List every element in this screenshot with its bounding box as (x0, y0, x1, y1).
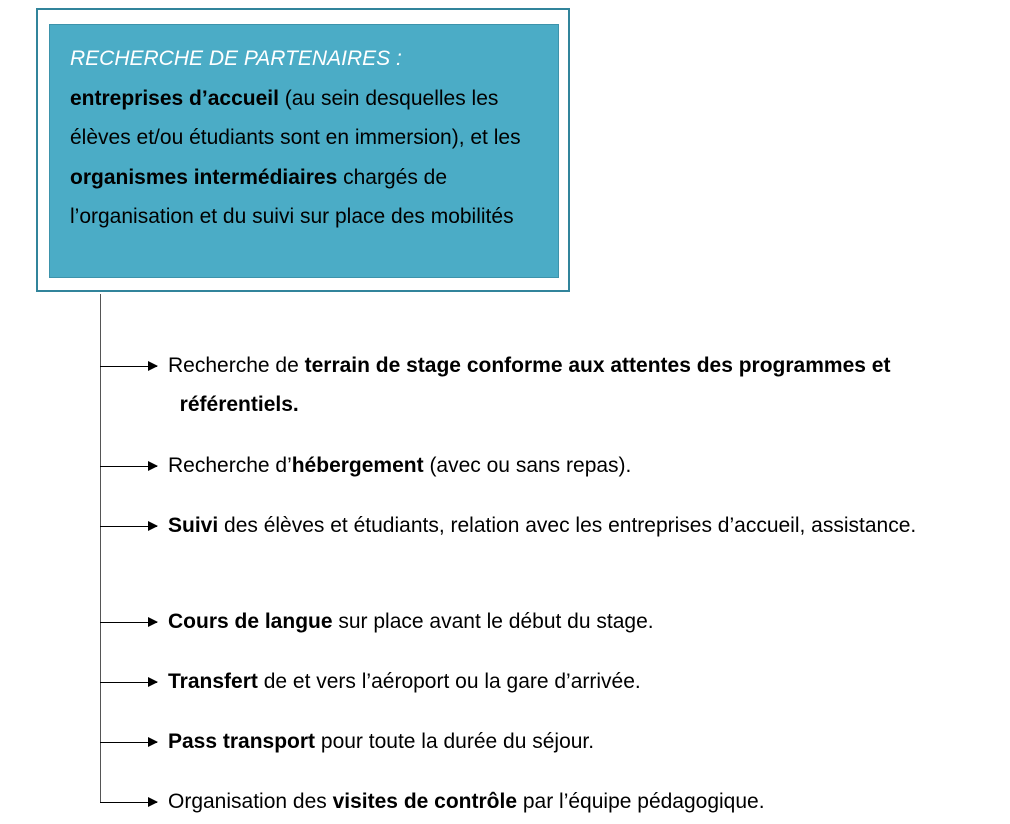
text: des élèves et étudiants, relation avec les entreprises d’accueil, assistance. (218, 514, 917, 537)
bold-text: Transfert (168, 670, 258, 693)
bold-text: visites de contrôle (332, 790, 518, 813)
list-item-text (168, 602, 998, 641)
bold-text: entreprises d’accueil (70, 86, 279, 110)
bold-text: Cours de langue (168, 610, 333, 633)
arrow-icon (100, 802, 157, 803)
arrow-icon (100, 366, 157, 367)
text: Recherche d’ (168, 454, 292, 477)
text: pour toute la durée du séjour. (315, 730, 595, 753)
text: chargés de l’organisation et du suivi sur place des mobilités (70, 165, 514, 228)
arrow-icon (100, 526, 157, 527)
list-item-text (168, 506, 998, 545)
bold-text: hébergement (291, 454, 424, 477)
list-item-text (168, 346, 998, 424)
bold-text: organismes intermédiaires (70, 165, 338, 189)
list-item-text (168, 662, 998, 701)
partners-title: RECHERCHE DE PARTENAIRES : (70, 47, 402, 70)
partners-description (70, 79, 540, 237)
bold-text: Pass transport (168, 730, 316, 753)
text: Organisation des (168, 790, 333, 813)
list-item-text (168, 722, 998, 761)
list-item-text (168, 446, 998, 485)
arrow-icon (100, 742, 157, 743)
arrow-icon (100, 682, 157, 683)
text: (avec ou sans repas). (423, 454, 632, 477)
list-item-text (168, 782, 998, 821)
text: Recherche de (168, 354, 305, 377)
text: sur place avant le début du stage. (332, 610, 654, 633)
connector-line (100, 294, 101, 803)
arrow-icon (100, 622, 157, 623)
text: par l’équipe pédagogique. (517, 790, 765, 813)
bold-text: terrain de stage conforme aux attentes des programmes et référentiels. (168, 354, 891, 416)
text: (au sein desquelles les élèves et/ou étudiants sont en immersion), et les (70, 86, 521, 149)
text: de et vers l’aéroport ou la gare d’arrivée. (257, 670, 641, 693)
arrow-icon (100, 466, 157, 467)
partners-box (49, 24, 559, 278)
bold-text: Suivi (168, 514, 219, 537)
